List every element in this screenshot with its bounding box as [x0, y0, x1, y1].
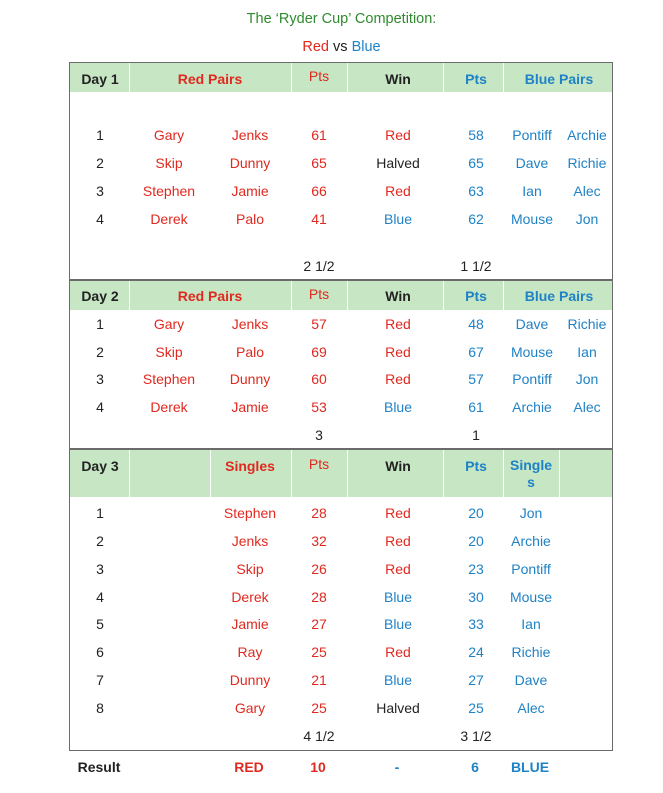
winner: Red	[385, 644, 411, 660]
red-points: 28	[311, 505, 327, 521]
blue-player-2: Richie	[567, 316, 607, 332]
winner: Red	[385, 533, 411, 549]
red-points: 26	[311, 561, 327, 577]
red-player-1: Skip	[155, 344, 183, 360]
blue-player: Pontiff	[511, 561, 551, 577]
winner: Blue	[383, 589, 413, 605]
red-points: 28	[311, 589, 327, 605]
blue-player: Archie	[511, 533, 551, 549]
result-blue-score: 6	[471, 759, 479, 775]
day1-table	[69, 62, 613, 280]
day3-blue-pts-header: Pts	[465, 458, 487, 474]
red-player-2: Dunny	[229, 155, 271, 171]
day3-red-total: 4 1/2	[303, 728, 335, 744]
row-number: 4	[96, 399, 104, 415]
subtitle-red: Red	[302, 39, 329, 55]
result-blue-team: BLUE	[510, 759, 550, 775]
blue-player-1: Pontiff	[512, 371, 552, 387]
blue-player-2: Jon	[575, 211, 599, 227]
row-number: 8	[96, 700, 104, 716]
row-number: 1	[96, 316, 104, 332]
blue-points: 20	[468, 505, 484, 521]
day1-red-pts-header: Pts	[308, 68, 330, 84]
red-player-2: Jamie	[231, 399, 269, 415]
day2-red-header: Red Pairs	[177, 288, 243, 304]
blue-points: 65	[468, 155, 484, 171]
row-number: 4	[96, 589, 104, 605]
row-number: 6	[96, 644, 104, 660]
subtitle-blue: Blue	[351, 39, 381, 55]
blue-player: Mouse	[509, 589, 553, 605]
day2-red-total: 3	[315, 427, 323, 443]
blue-points: 30	[468, 589, 484, 605]
result-label: Result	[77, 759, 121, 775]
red-player: Ray	[237, 644, 263, 660]
winner: Red	[385, 127, 411, 143]
red-points: 53	[311, 399, 327, 415]
day3-blue-total: 3 1/2	[460, 728, 492, 744]
red-points: 27	[311, 616, 327, 632]
winner: Red	[385, 561, 411, 577]
day1-win-header: Win	[385, 71, 411, 87]
day3-red-header: Singles	[225, 458, 275, 474]
red-player-1: Gary	[153, 127, 185, 143]
day1-blue-pts-header: Pts	[465, 71, 487, 87]
blue-player-1: Mouse	[510, 211, 554, 227]
red-player-2: Jenks	[231, 127, 269, 143]
blue-player: Dave	[514, 672, 548, 688]
result-red-score: 10	[310, 759, 326, 775]
red-player-2: Palo	[235, 211, 265, 227]
day2-blue-header: Blue Pairs	[524, 288, 594, 304]
blue-player-2: Alec	[573, 399, 601, 415]
blue-points: 33	[468, 616, 484, 632]
blue-points: 24	[468, 644, 484, 660]
winner: Blue	[383, 616, 413, 632]
day2-header-row	[70, 281, 612, 310]
subtitle-vs: vs	[333, 39, 348, 55]
red-player: Dunny	[229, 672, 271, 688]
red-player-1: Skip	[155, 155, 183, 171]
red-player: Gary	[234, 700, 266, 716]
red-points: 61	[311, 127, 327, 143]
day1-red-total: 2 1/2	[303, 258, 335, 274]
red-player-2: Dunny	[229, 371, 271, 387]
blue-points: 27	[468, 672, 484, 688]
winner: Red	[385, 344, 411, 360]
day2-blue-pts-header: Pts	[465, 288, 487, 304]
row-number: 1	[96, 127, 104, 143]
blue-points: 25	[468, 700, 484, 716]
blue-player-2: Jon	[575, 371, 599, 387]
blue-player-1: Ian	[522, 183, 542, 199]
blue-player-1: Dave	[515, 155, 549, 171]
red-points: 60	[311, 371, 327, 387]
day1-label: Day 1	[81, 71, 119, 87]
winner: Red	[385, 371, 411, 387]
red-player-2: Jamie	[231, 183, 269, 199]
row-number: 2	[96, 155, 104, 171]
blue-player: Alec	[517, 700, 545, 716]
blue-player-2: Alec	[573, 183, 601, 199]
red-player-2: Jenks	[231, 316, 269, 332]
red-player: Jamie	[231, 616, 269, 632]
day1-blue-total: 1 1/2	[460, 258, 492, 274]
winner: Blue	[383, 211, 413, 227]
day1-blue-header: Blue Pairs	[524, 71, 594, 87]
red-points: 57	[311, 316, 327, 332]
row-number: 7	[96, 672, 104, 688]
blue-player-1: Mouse	[510, 344, 554, 360]
red-player-1: Stephen	[142, 183, 196, 199]
winner: Blue	[383, 399, 413, 415]
result-separator: -	[394, 759, 400, 775]
row-number: 3	[96, 371, 104, 387]
row-number: 2	[96, 344, 104, 360]
day3-table	[69, 449, 613, 751]
red-player: Derek	[231, 589, 269, 605]
row-number: 5	[96, 616, 104, 632]
day2-blue-total: 1	[472, 427, 480, 443]
day3-label: Day 3	[81, 458, 119, 474]
red-points: 32	[311, 533, 327, 549]
blue-player: Jon	[519, 505, 543, 521]
blue-points: 23	[468, 561, 484, 577]
row-number: 4	[96, 211, 104, 227]
red-player-1: Derek	[150, 211, 188, 227]
red-points: 21	[311, 672, 327, 688]
winner: Blue	[383, 672, 413, 688]
day3-blue-header-line2: s	[527, 474, 535, 490]
result-red-team: RED	[234, 759, 264, 775]
red-player-1: Stephen	[142, 371, 196, 387]
winner: Red	[385, 316, 411, 332]
red-player: Stephen	[223, 505, 277, 521]
day2-table	[69, 280, 613, 449]
blue-player: Ian	[521, 616, 541, 632]
red-player-1: Gary	[153, 316, 185, 332]
blue-player-1: Dave	[515, 316, 549, 332]
winner: Red	[385, 183, 411, 199]
row-number: 3	[96, 561, 104, 577]
red-player-1: Derek	[150, 399, 188, 415]
document-title: The ‘Ryder Cup’ Competition:	[246, 11, 437, 27]
red-points: 66	[311, 183, 327, 199]
blue-points: 48	[468, 316, 484, 332]
blue-player-1: Pontiff	[512, 127, 552, 143]
day1-red-header: Red Pairs	[177, 71, 243, 87]
blue-points: 62	[468, 211, 484, 227]
day3-header-row	[70, 450, 612, 497]
winner: Red	[385, 505, 411, 521]
red-points: 25	[311, 644, 327, 660]
red-points: 25	[311, 700, 327, 716]
blue-player: Richie	[511, 644, 551, 660]
day2-label: Day 2	[81, 288, 119, 304]
blue-points: 58	[468, 127, 484, 143]
red-player-2: Palo	[235, 344, 265, 360]
blue-player-2: Richie	[567, 155, 607, 171]
winner: Halved	[376, 155, 420, 171]
day3-win-header: Win	[385, 458, 411, 474]
blue-points: 61	[468, 399, 484, 415]
blue-points: 20	[468, 533, 484, 549]
document-subtitle	[0, 39, 663, 55]
day3-red-pts-header: Pts	[308, 456, 330, 472]
blue-points: 57	[468, 371, 484, 387]
red-points: 69	[311, 344, 327, 360]
day2-red-pts-header: Pts	[308, 286, 330, 302]
red-points: 41	[311, 211, 327, 227]
day3-blue-header-line1: Single	[509, 457, 553, 473]
blue-player-1: Archie	[512, 399, 552, 415]
day2-win-header: Win	[385, 288, 411, 304]
blue-player-2: Archie	[567, 127, 607, 143]
row-number: 3	[96, 183, 104, 199]
red-player: Jenks	[231, 533, 269, 549]
blue-points: 67	[468, 344, 484, 360]
winner: Halved	[376, 700, 420, 716]
red-points: 65	[311, 155, 327, 171]
day3-blue-header	[510, 457, 552, 491]
blue-player-2: Ian	[577, 344, 597, 360]
row-number: 1	[96, 505, 104, 521]
row-number: 2	[96, 533, 104, 549]
red-player: Skip	[236, 561, 264, 577]
blue-points: 63	[468, 183, 484, 199]
day1-header-row	[70, 63, 612, 92]
